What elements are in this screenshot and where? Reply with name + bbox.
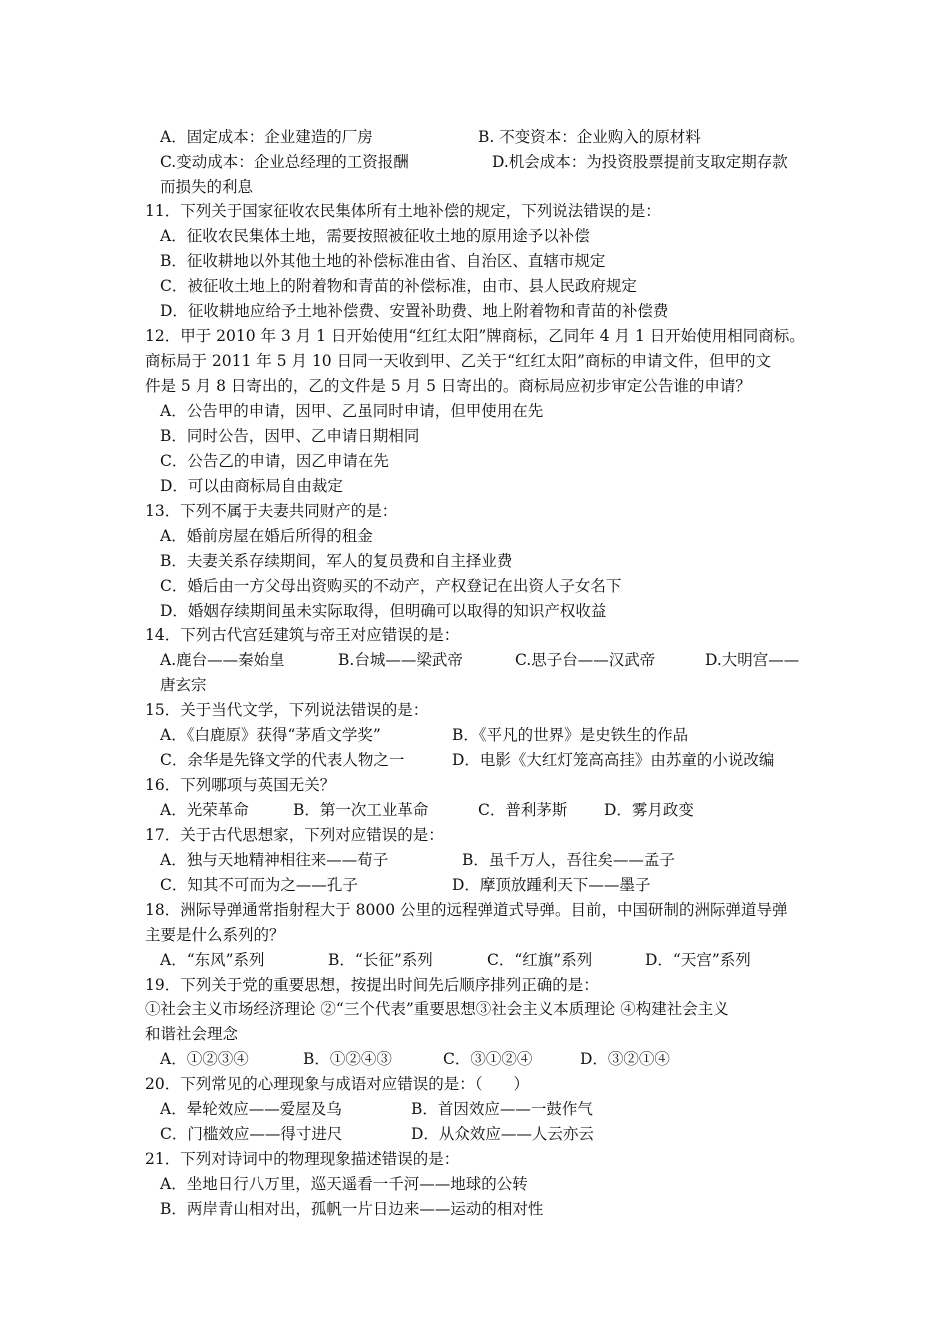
q15-option-c: C．余华是先锋文学的代表人物之一 bbox=[160, 751, 405, 769]
q20-option-b: B．首因效应——一鼓作气 bbox=[411, 1100, 593, 1118]
q18-stem-line2: 主要是什么系列的？ bbox=[145, 926, 285, 944]
q16-option-a: A．光荣革命 bbox=[160, 801, 249, 819]
q14-option-c: C.思子台——汉武帝 bbox=[515, 651, 656, 669]
q17-stem: 17．关于古代思想家，下列对应错误的是： bbox=[145, 826, 444, 844]
q17-option-a: A．独与天地精神相往来——荀子 bbox=[160, 851, 389, 869]
q13-option-b: B．夫妻关系存续期间，军人的复员费和自主择业费 bbox=[160, 552, 513, 570]
q12-option-b: B．同时公告，因甲、乙申请日期相同 bbox=[160, 427, 420, 445]
q16-option-d: D．雾月政变 bbox=[604, 801, 694, 819]
q21-option-b: B．两岸青山相对出，孤帆一片日边来——运动的相对性 bbox=[160, 1200, 544, 1218]
q11-option-a: A．征收农民集体土地，需要按照被征收土地的原用途予以补偿 bbox=[160, 227, 590, 245]
q20-option-c: C．门槛效应——得寸进尺 bbox=[160, 1125, 343, 1143]
q16-option-b: B．第一次工业革命 bbox=[293, 801, 429, 819]
q18-stem-line1: 18．洲际导弹通常指射程大于 8000 公里的远程弹道式导弹。目前，中国研制的洲际弹道导弹 bbox=[145, 901, 788, 919]
q12-option-d: D．可以由商标局自由裁定 bbox=[160, 477, 343, 495]
q19-option-a: A．①②③④ bbox=[160, 1050, 249, 1068]
q14-stem: 14．下列古代宫廷建筑与帝王对应错误的是： bbox=[145, 626, 460, 644]
q12-option-a: A．公告甲的申请，因甲、乙虽同时申请，但甲使用在先 bbox=[160, 402, 544, 420]
q15-option-b: B．《平凡的世界》是史铁生的作品 bbox=[452, 726, 689, 744]
q19-option-d: D．③②①④ bbox=[580, 1050, 670, 1068]
q15-stem: 15．关于当代文学，下列说法错误的是： bbox=[145, 701, 429, 719]
q19-option-b: B．①②④③ bbox=[303, 1050, 392, 1068]
q18-option-d: D．“天宫”系列 bbox=[645, 951, 751, 969]
q16-stem: 16．下列哪项与英国无关？ bbox=[145, 776, 336, 794]
q19-option-c: C．③①②④ bbox=[443, 1050, 533, 1068]
q19-items-line2: 和谐社会理念 bbox=[145, 1025, 239, 1043]
q20-stem: 20．下列常见的心理现象与成语对应错误的是：（ ） bbox=[145, 1075, 529, 1093]
q11-option-b: B．征收耕地以外其他土地的补偿标准由省、自治区、直辖市规定 bbox=[160, 252, 606, 270]
q19-stem: 19．下列关于党的重要思想，按提出时间先后顺序排列正确的是： bbox=[145, 976, 599, 994]
q14-option-d-cont: 唐玄宗 bbox=[160, 676, 207, 694]
q16-option-c: C．普利茅斯 bbox=[478, 801, 568, 819]
q10-option-a: A．固定成本：企业建造的厂房 bbox=[160, 128, 373, 146]
q15-option-a: A．《白鹿原》获得“茅盾文学奖” bbox=[160, 726, 381, 744]
q21-stem: 21．下列对诗词中的物理现象描述错误的是： bbox=[145, 1150, 460, 1168]
q14-option-a: A.鹿台——秦始皇 bbox=[160, 651, 285, 669]
q13-option-a: A．婚前房屋在婚后所得的租金 bbox=[160, 527, 373, 545]
q20-option-d: D．从众效应——人云亦云 bbox=[411, 1125, 594, 1143]
q10-option-c: C.变动成本：企业总经理的工资报酬 bbox=[160, 153, 409, 171]
q18-option-a: A．“东风”系列 bbox=[160, 951, 265, 969]
q13-option-c: C．婚后由一方父母出资购买的不动产，产权登记在出资人子女名下 bbox=[160, 577, 622, 595]
q13-option-d: D．婚姻存续期间虽未实际取得，但明确可以取得的知识产权收益 bbox=[160, 602, 607, 620]
q11-option-d: D．征收耕地应给予土地补偿费、安置补助费、地上附着物和青苗的补偿费 bbox=[160, 302, 669, 320]
q12-stem-line2: 商标局于 2011 年 5 月 10 日同一天收到甲、乙关于“红红太阳”商标的申请文件，但甲的文 bbox=[145, 352, 771, 370]
q13-stem: 13．下列不属于夫妻共同财产的是： bbox=[145, 502, 398, 520]
q20-option-a: A．晕轮效应——爱屋及乌 bbox=[160, 1100, 342, 1118]
q14-option-b: B.台城——梁武帝 bbox=[338, 651, 463, 669]
q12-stem-line1: 12．甲于 2010 年 3 月 1 日开始使用“红红太阳”牌商标，乙同年 4 月 1 日开始使用相同商标。 bbox=[145, 327, 805, 345]
q19-items-line1: ①社会主义市场经济理论 ②“三个代表”重要思想③社会主义本质理论 ④构建社会主义 bbox=[145, 1000, 729, 1018]
q21-option-a: A．坐地日行八万里，巡天遥看一千河——地球的公转 bbox=[160, 1175, 528, 1193]
q15-option-d: D．电影《大红灯笼高高挂》由苏童的小说改编 bbox=[452, 751, 775, 769]
q10-option-d: D.机会成本：为投资股票提前支取定期存款 bbox=[492, 153, 788, 171]
q14-option-d: D.大明宫—— bbox=[705, 651, 800, 669]
q12-option-c: C．公告乙的申请，因乙申请在先 bbox=[160, 452, 389, 470]
q17-option-d: D．摩顶放踵利天下——墨子 bbox=[452, 876, 651, 894]
q10-option-d-cont: 而损失的利息 bbox=[160, 178, 254, 196]
q11-stem: 11．下列关于国家征收农民集体所有土地补偿的规定，下列说法错误的是： bbox=[145, 202, 661, 220]
q11-option-c: C．被征收土地上的附着物和青苗的补偿标准，由市、县人民政府规定 bbox=[160, 277, 637, 295]
q10-option-b: B. 不变资本：企业购入的原材料 bbox=[478, 128, 701, 146]
q18-option-c: C．“红旗”系列 bbox=[487, 951, 593, 969]
q18-option-b: B．“长征”系列 bbox=[328, 951, 433, 969]
q12-stem-line3: 件是 5 月 8 日寄出的，乙的文件是 5 月 5 日寄出的。商标局应初步审定公告谁的申请？ bbox=[145, 377, 751, 395]
q17-option-c: C．知其不可而为之——孔子 bbox=[160, 876, 358, 894]
q17-option-b: B．虽千万人，吾往矣——孟子 bbox=[462, 851, 675, 869]
